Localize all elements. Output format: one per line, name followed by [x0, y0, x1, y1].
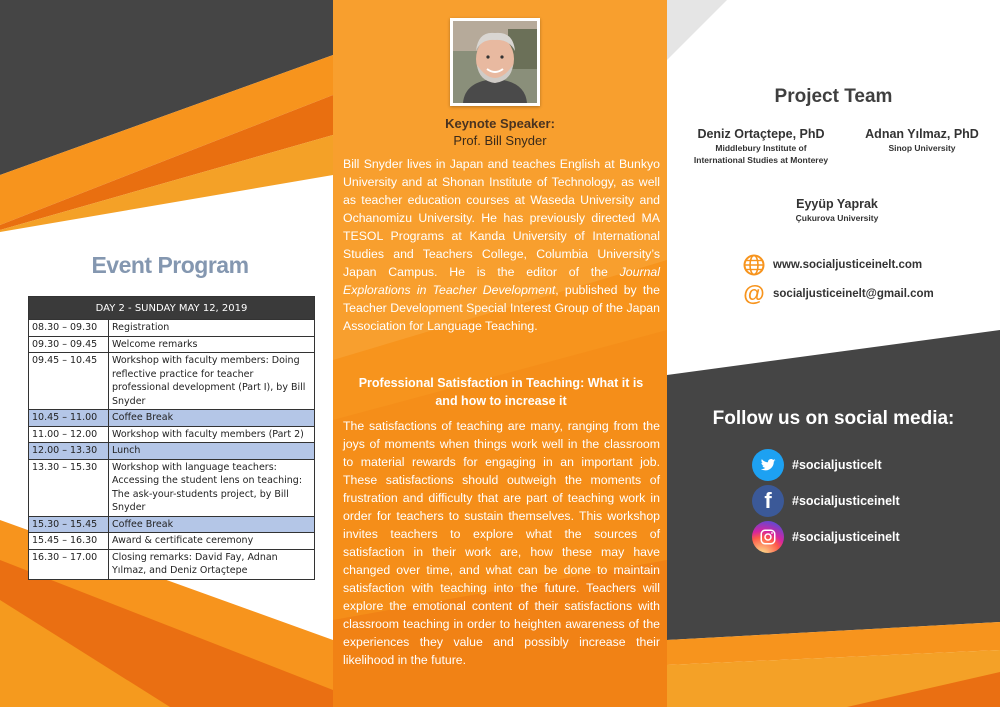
schedule-time: 10.45 – 11.00	[29, 410, 109, 427]
team-member-1	[671, 126, 851, 166]
schedule-event: Award & certificate ceremony	[109, 533, 315, 550]
member-affiliation: Çukurova University	[795, 213, 879, 223]
member-affiliation: International Studies at Monterey	[693, 155, 829, 165]
member-affiliation: Middlebury Institute of	[715, 143, 807, 153]
globe-icon	[743, 254, 765, 276]
schedule-header: DAY 2 - SUNDAY MAY 12, 2019	[29, 297, 315, 320]
speaker-bio-text-end: , published by the Teacher Development Special Interest Group of the Japan Association for Language Teaching.	[343, 283, 660, 333]
website-text[interactable]: www.socialjusticeinelt.com	[773, 259, 923, 271]
schedule-row	[29, 410, 315, 427]
journal-title: Journal Explorations in Teacher Development	[343, 265, 660, 297]
follow-us-title: Follow us on social media:	[712, 408, 955, 429]
schedule-row	[29, 459, 315, 516]
member-name: Deniz Ortaçtepe, PhD	[697, 127, 825, 141]
schedule-event: Workshop with language teachers: Accessing the student lens on teaching: The ask-your-students project, by Bill Snyder	[109, 459, 315, 516]
schedule-table	[28, 296, 315, 580]
schedule-row	[29, 353, 315, 410]
schedule-row	[29, 336, 315, 353]
instagram-icon	[752, 521, 784, 553]
schedule-time: 11.00 – 12.00	[29, 426, 109, 443]
speaker-photo	[450, 18, 540, 106]
website-link[interactable]	[743, 254, 922, 276]
at-sign-icon: @	[743, 281, 765, 306]
schedule-row	[29, 549, 315, 579]
workshop-title: Professional Satisfaction in Teaching: What it is and how to increase it	[358, 376, 644, 408]
keynote-speaker-name: Prof. Bill Snyder	[453, 133, 547, 148]
schedule-event: Lunch	[109, 443, 315, 460]
schedule-event: Registration	[109, 320, 315, 337]
schedule-row	[29, 533, 315, 550]
instagram-link[interactable]	[752, 521, 900, 553]
schedule-row	[29, 443, 315, 460]
twitter-handle[interactable]: #socialjusticelt	[792, 458, 882, 472]
facebook-icon: f	[752, 485, 784, 517]
email-text[interactable]: socialjusticeinelt@gmail.com	[773, 288, 934, 300]
facebook-handle[interactable]: #socialjusticeinelt	[792, 494, 900, 508]
workshop-description: The satisfactions of teaching are many, ranging from the joys of moments when things work well in the classroom to material rewards for engaging in an important job. These satisfactions should outweigh the moments of frustration and difficulty that are part of teaching work in order for teachers to sustain themselves. This workshop invites teachers to explore what the sources of satisfaction in their work are, how these may have changed over time, and what can be done to maintain satisfaction with teaching into the future. Teachers will explore the emotional content of their satisfactions with classroom teaching in order to heighten awareness of the experiences they value and possibly increase their likelihood in the future.	[343, 419, 660, 667]
event-program-panel	[0, 0, 333, 707]
schedule-event: Closing remarks: David Fay, Adnan Yılmaz, and Deniz Ortaçtepe	[109, 549, 315, 579]
schedule-event: Workshop with faculty members (Part 2)	[109, 426, 315, 443]
member-name: Adnan Yılmaz, PhD	[865, 127, 979, 141]
project-team-title: Project Team	[774, 86, 893, 107]
schedule-time: 09.45 – 10.45	[29, 353, 109, 410]
speaker-bio-text: Bill Snyder lives in Japan and teaches English at Bunkyo University and at Shonan Institute of Technology, as well as teacher education courses at Waseda University and Ochanomizu University. He has previously directed MA TESOL Programs at Kanda University of International Studies and Teachers College, Columbia University’s Japan Campus. He is the editor of the	[343, 157, 660, 279]
keynote-speaker-label: Keynote Speaker:	[445, 116, 555, 131]
schedule-time: 12.00 – 13.30	[29, 443, 109, 460]
schedule-row	[29, 320, 315, 337]
schedule-time: 13.30 – 15.30	[29, 459, 109, 516]
team-member-3	[747, 196, 927, 224]
schedule-row	[29, 426, 315, 443]
team-member-2	[852, 126, 992, 154]
twitter-link[interactable]	[752, 449, 882, 481]
speaker-bio	[343, 155, 660, 335]
schedule-time: 09.30 – 09.45	[29, 336, 109, 353]
schedule-event: Coffee Break	[109, 410, 315, 427]
member-name: Eyyüp Yaprak	[796, 197, 878, 211]
schedule-row	[29, 516, 315, 533]
schedule-event: Coffee Break	[109, 516, 315, 533]
facebook-link[interactable]	[752, 485, 900, 517]
member-affiliation: Sinop University	[888, 143, 956, 153]
email-link[interactable]	[743, 283, 934, 305]
schedule-time: 08.30 – 09.30	[29, 320, 109, 337]
schedule-event: Workshop with faculty members: Doing reflective practice for teacher professional development (Part I), by Bill Snyder	[109, 353, 315, 410]
schedule-event: Welcome remarks	[109, 336, 315, 353]
instagram-handle[interactable]: #socialjusticeinelt	[792, 530, 900, 544]
schedule-time: 15.45 – 16.30	[29, 533, 109, 550]
event-program-title: Event Program	[91, 252, 249, 278]
twitter-icon	[752, 449, 784, 481]
schedule-time: 16.30 – 17.00	[29, 549, 109, 579]
keynote-panel	[333, 0, 667, 707]
schedule-time: 15.30 – 15.45	[29, 516, 109, 533]
project-team-panel	[667, 0, 1000, 707]
